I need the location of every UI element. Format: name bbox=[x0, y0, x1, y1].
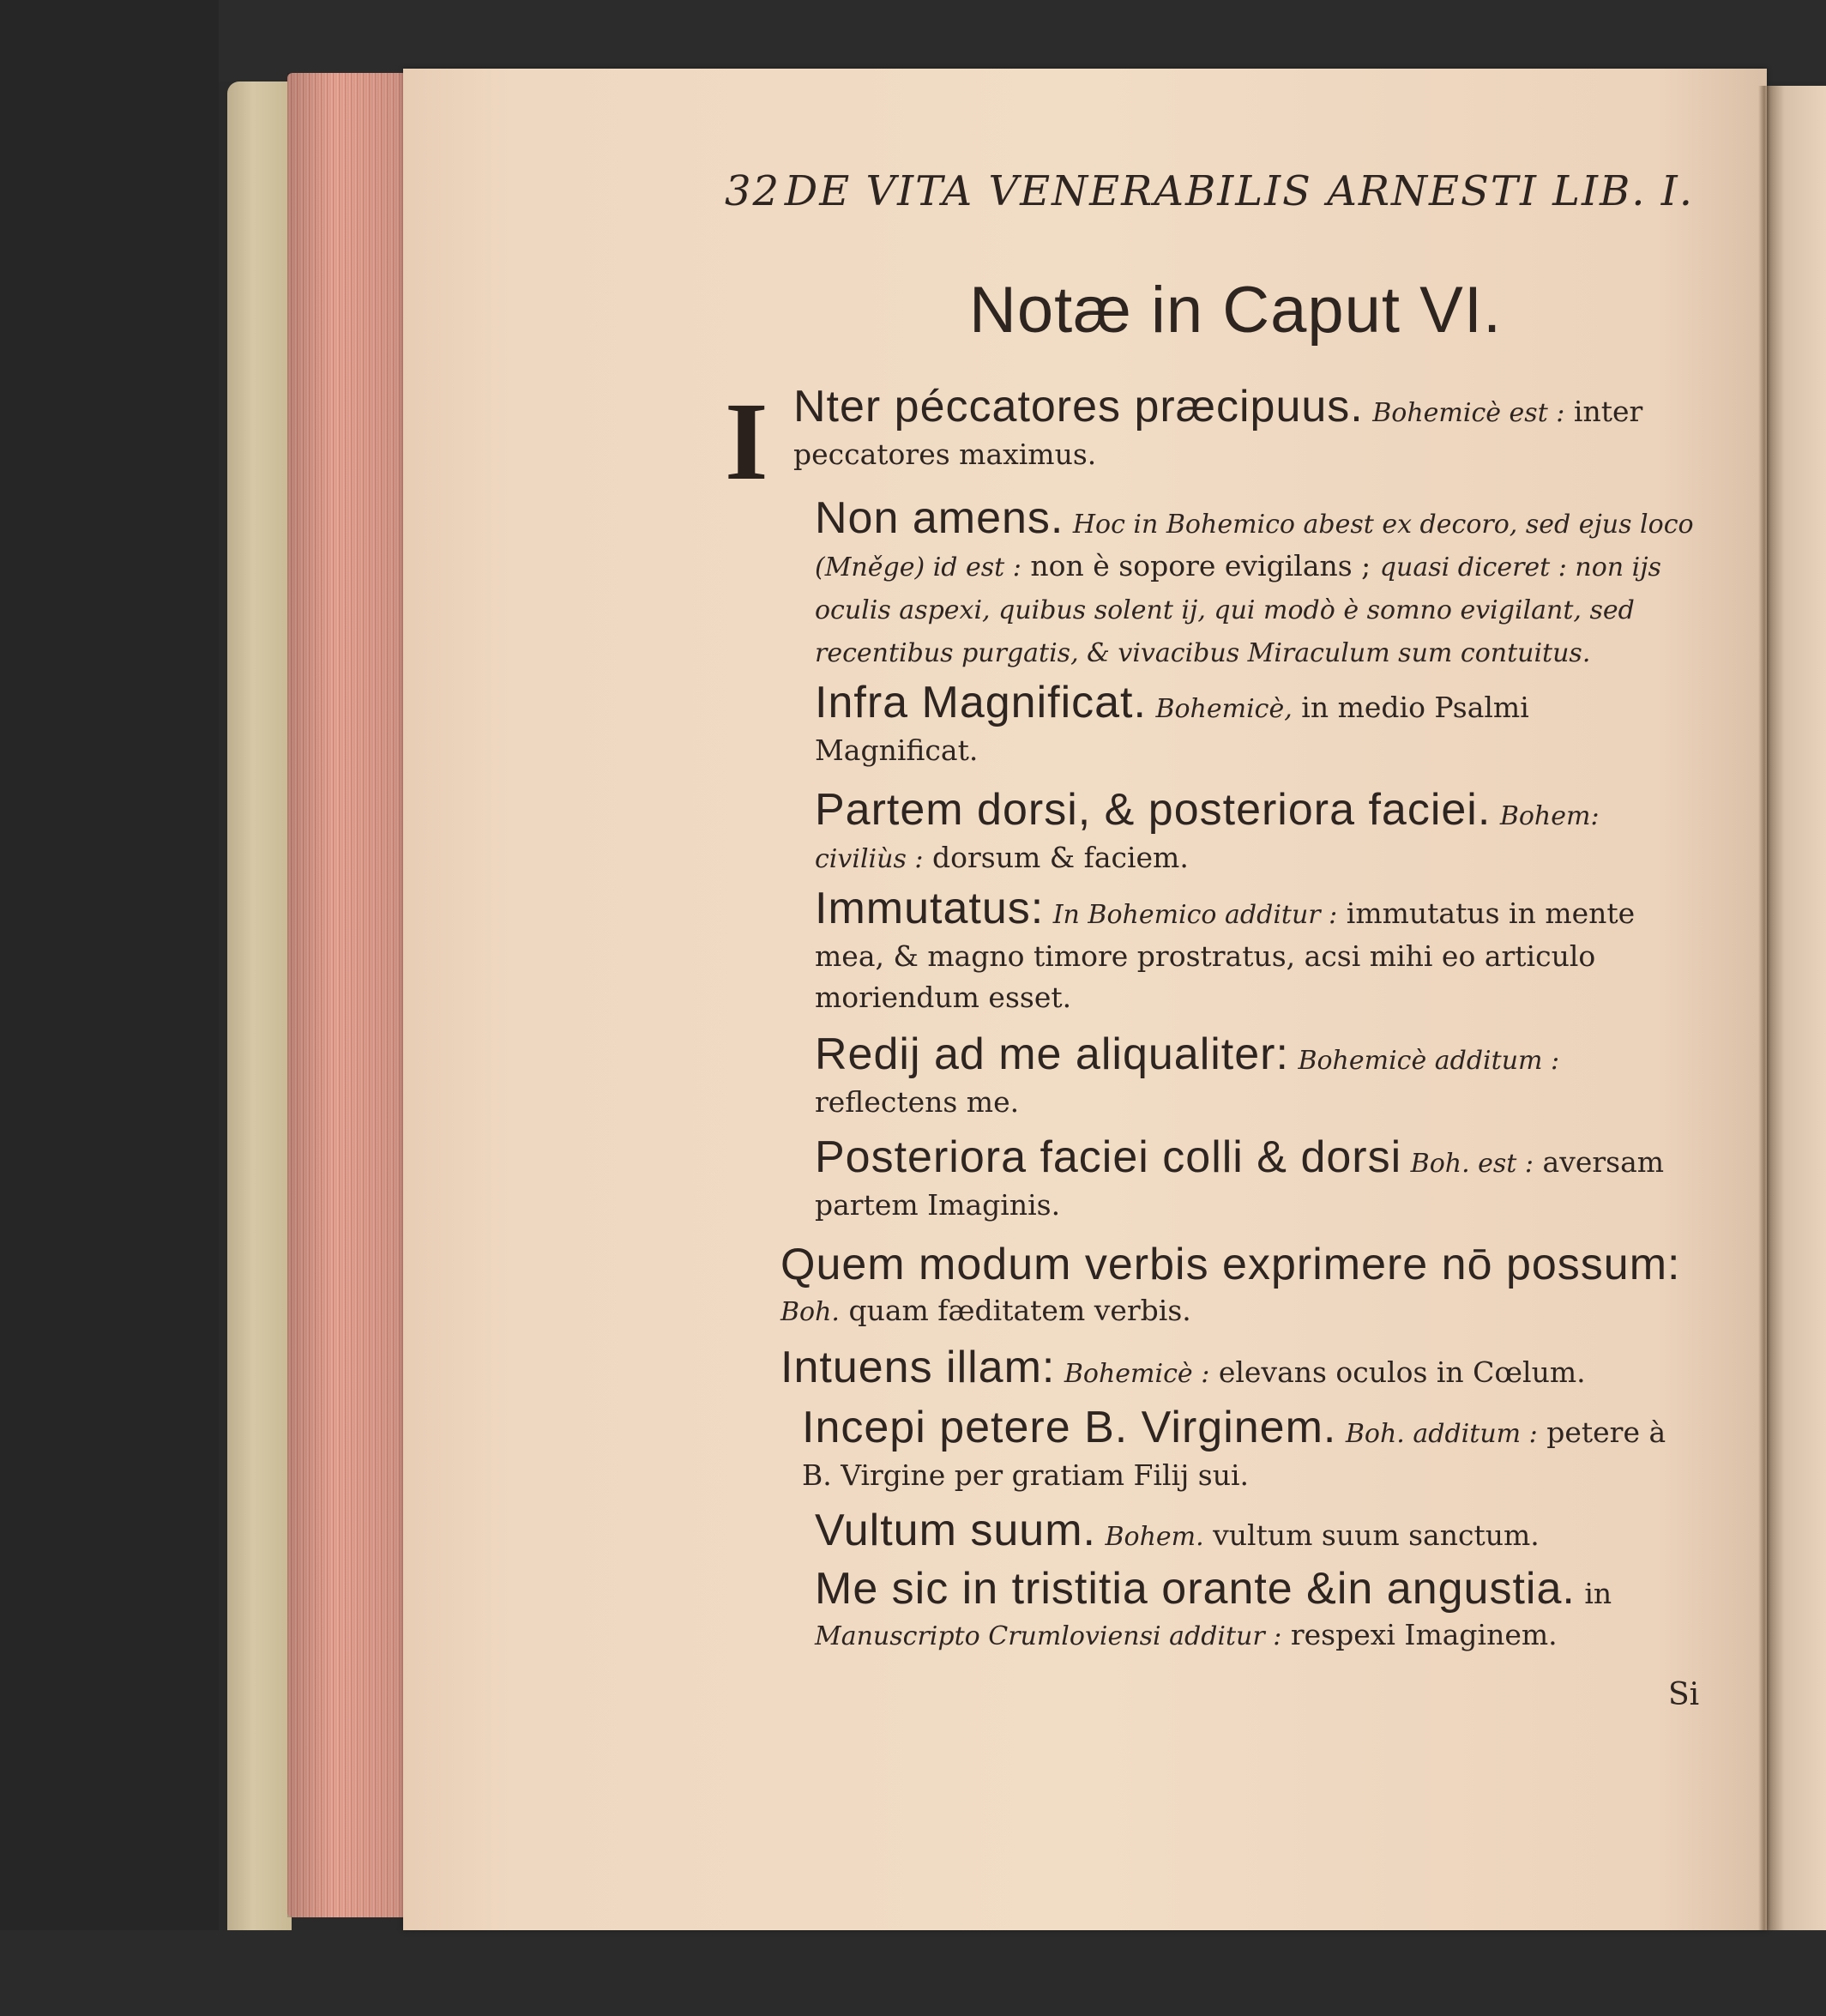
entry-text: aversam partem Imaginis. bbox=[815, 1145, 1665, 1222]
note-entry-6 bbox=[725, 1029, 1694, 1123]
entry-lemma: Intuens illam: bbox=[780, 1343, 1056, 1392]
entry-reference: Manuscripto Crumloviensi additur : bbox=[815, 1621, 1282, 1651]
entry-lemma: Partem dorsi, & posteriora faciei. bbox=[815, 785, 1492, 835]
note-entry-4 bbox=[725, 785, 1694, 880]
entry-reference: Hoc in Bohemico abest ex decoro, sed ejus loco (Mněge) id est : bbox=[815, 510, 1694, 582]
note-entry-2 bbox=[725, 493, 1694, 674]
entry-text: immutatus in mente mea, & magno timore prostratus, acsi mihi eo articulo moriendum esset. bbox=[815, 896, 1636, 1014]
drop-cap: I bbox=[725, 380, 768, 504]
background-bottom bbox=[0, 1930, 1826, 2016]
page-number: 32 bbox=[725, 167, 781, 215]
note-entry-10 bbox=[725, 1403, 1694, 1496]
note-entry-3 bbox=[725, 678, 1694, 771]
entry-lemma: Posteriora faciei colli & dorsi bbox=[815, 1132, 1402, 1182]
entry-text: elevans oculos in Cœlum. bbox=[1218, 1355, 1586, 1389]
entry-lemma: Me sic in tristitia orante &in angustia. bbox=[815, 1564, 1576, 1614]
entry-lemma: Quem modum verbis exprimere nō possum: bbox=[780, 1240, 1681, 1289]
entry-text: inter peccatores maximus. bbox=[793, 395, 1643, 471]
entry-text: respexi Imaginem. bbox=[1290, 1618, 1558, 1651]
entry-reference: Boh. bbox=[780, 1297, 840, 1327]
entry-reference: In Bohemico additur : bbox=[1052, 900, 1338, 930]
note-entry-7 bbox=[725, 1132, 1694, 1226]
page-edges-shadow bbox=[287, 73, 407, 1917]
entry-lemma: Redij ad me aliqualiter: bbox=[815, 1029, 1289, 1079]
entry-lemma: Nter péccatores præcipuus. bbox=[793, 382, 1364, 432]
entry-reference: Boh. additum : bbox=[1345, 1419, 1538, 1449]
entry-reference: Boh. est : bbox=[1410, 1149, 1534, 1179]
entry-lemma: Immutatus: bbox=[815, 884, 1045, 933]
note-entry-12 bbox=[725, 1564, 1694, 1657]
note-entry-5 bbox=[725, 884, 1694, 1018]
entry-lemma: Vultum suum. bbox=[815, 1506, 1096, 1555]
facing-page bbox=[1767, 86, 1826, 2016]
running-title: DE VITA VENERABILIS ARNESTI LIB. I. bbox=[784, 167, 1694, 215]
entry-reference: Bohem: civiliùs : bbox=[815, 801, 1600, 874]
note-entry-11 bbox=[725, 1506, 1694, 1558]
entry-reference: Bohemicè est : bbox=[1372, 398, 1565, 428]
catchword: Si bbox=[1668, 1677, 1700, 1712]
section-title: Notæ in Caput VI. bbox=[969, 274, 1503, 347]
entry-text: vultum suum sanctum. bbox=[1213, 1518, 1540, 1552]
running-head bbox=[725, 167, 1694, 215]
note-entry-1 bbox=[725, 382, 1694, 475]
book-binding bbox=[227, 81, 292, 1969]
entry-text: reflectens me. bbox=[815, 1085, 1020, 1119]
entry-reference-continued: quasi diceret : non ijs oculis aspexi, quibus solent ij, qui modò è somno evigilant, sed recentibus purgatis, & vivacibus Miraculum sum contuitus. bbox=[815, 552, 1661, 668]
entry-text: quam fæditatem verbis. bbox=[848, 1294, 1191, 1327]
note-entry-9 bbox=[725, 1343, 1694, 1395]
entry-reference: Bohemicè : bbox=[1064, 1359, 1210, 1389]
entry-reference: Bohemicè additum : bbox=[1298, 1046, 1560, 1076]
background-left bbox=[0, 0, 219, 2016]
entry-text: dorsum & faciem. bbox=[932, 841, 1189, 874]
entry-text: petere à B. Virgine per gratiam Filij sui. bbox=[802, 1415, 1666, 1492]
entry-reference: Bohem. bbox=[1105, 1522, 1204, 1552]
entry-reference: Bohemicè, bbox=[1155, 694, 1293, 724]
entry-lemma: Non amens. bbox=[815, 493, 1064, 543]
entry-text-prefix: in bbox=[1584, 1577, 1612, 1610]
entry-lemma: Infra Magnificat. bbox=[815, 678, 1147, 727]
gutter-shadow bbox=[1758, 86, 1770, 1930]
note-entry-8 bbox=[725, 1240, 1694, 1333]
entry-lemma: Incepi petere B. Virginem. bbox=[802, 1403, 1337, 1452]
entry-text: in medio Psalmi Magnificat. bbox=[815, 691, 1529, 767]
entry-text: non è sopore evigilans ; bbox=[1030, 549, 1371, 582]
